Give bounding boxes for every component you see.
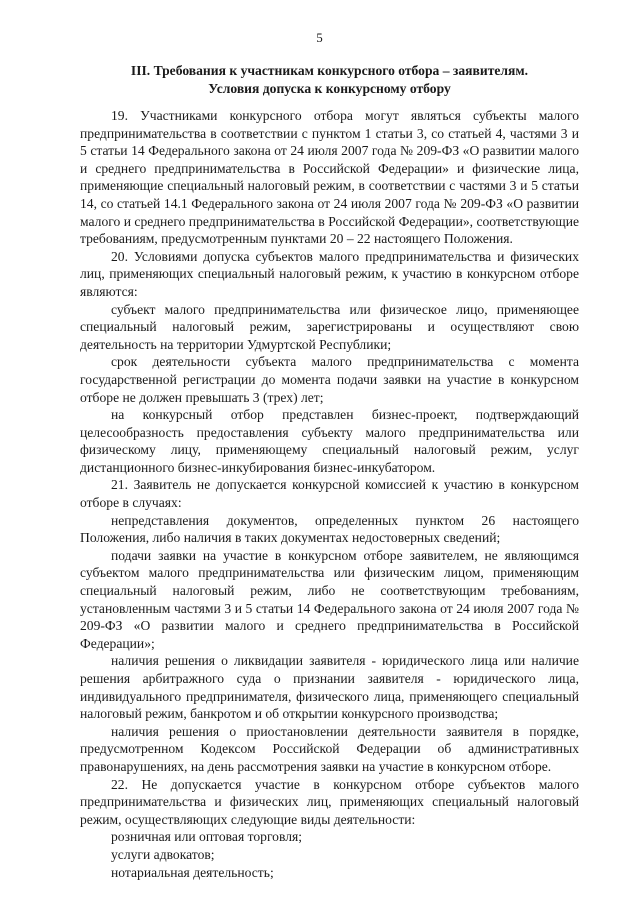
list-item: непредставления документов, определенных пунктом 26 настоящего Положения, либо наличия в таких документах недостоверных сведений; xyxy=(80,512,579,546)
list-item: подачи заявки на участие в конкурсном отборе заявителем, не являющимся субъектом малого предпринимательства или физическим лицом, применяющим специальный налоговый режим, либо не соответствующим требованиям, установленным частями 3 и 5 статьи 14 Федерального закона от 24 июля 2007 года № 209-ФЗ «О развитии малого и среднего предпринимательства в Российской Федерации»; xyxy=(80,547,579,651)
list-item: субъект малого предпринимательства или физическое лицо, применяющее специальный налоговый режим, зарегистрированы и осуществляют свою деятельность на территории Удмуртской Республики; xyxy=(80,301,579,352)
page-number: 5 xyxy=(316,30,323,45)
paragraph-19: 19. Участниками конкурсного отбора могут являться субъекты малого предпринимательства в соответствии с пунктом 1 статьи 3, со статьей 4, частями 3 и 5 статьи 14 Федерального закона от 24 июля 2007 года № 209-ФЗ «О развитии малого и среднего предпринимательства в Российской Федерации» и физические лица, применяющие специальный налоговый режим, в соответствии с частями 3 и 5 статьи 14, со статьей 14.1 Федерального закона от 24 июля 2007 года № 209-ФЗ «О развитии малого и среднего предпринимательства в Российской Федерации», соответствующие требованиям, предусмотренным пунктами 20 – 22 настоящего Положения. xyxy=(80,108,579,247)
list-item: наличия решения о приостановлении деятельности заявителя в порядке, предусмотренном Кодексом Российской Федерации об административных правонарушениях, на день рассмотрения заявки на участие в конкурсном отборе. xyxy=(80,723,579,774)
section-heading xyxy=(80,62,579,98)
list-item: срок деятельности субъекта малого предпринимательства с момента государственной регистрации до момента подачи заявки на участие в конкурсном отборе не должен превышать 3 (трех) лет; xyxy=(80,354,579,405)
list-item: наличия решения о ликвидации заявителя - юридического лица или наличие решения арбитражного суда о признании заявителя - юридического лица, индивидуального предпринимателя, физического лица, применяющего специальный налоговый режим, банкротом и об открытии конкурсного производства; xyxy=(80,653,579,722)
paragraph-22: 22. Не допускается участие в конкурсном отборе субъектов малого предпринимательства и физических лиц, применяющих специальный налоговый режим, осуществляющих следующие виды деятельности: xyxy=(80,776,579,827)
section-heading-line-2: Условия допуска к конкурсному отбору xyxy=(208,81,451,96)
document-body xyxy=(80,107,579,881)
paragraph-20: 20. Условиями допуска субъектов малого предпринимательства и физических лиц, применяющих специальный налоговый режим, к участию в конкурсном отборе являются: xyxy=(80,248,579,299)
list-item: нотариальная деятельность; xyxy=(111,864,274,880)
list-item: розничная или оптовая торговля; xyxy=(111,829,303,845)
list-item: на конкурсный отбор представлен бизнес-проект, подтверждающий целесообразность предоставления субъекту малого предпринимательства или физическому лицу, применяющему специальный налоговый режим, услуг дистанционного бизнес-инкубирования бизнес-инкубатором. xyxy=(80,407,579,475)
paragraph-21: 21. Заявитель не допускается конкурсной комиссией к участию в конкурсном отборе в случаях: xyxy=(80,477,579,511)
list-item: услуги адвокатов; xyxy=(111,846,215,862)
section-heading-line-1: III. Требования к участникам конкурсного отбора – заявителям. xyxy=(130,63,529,78)
